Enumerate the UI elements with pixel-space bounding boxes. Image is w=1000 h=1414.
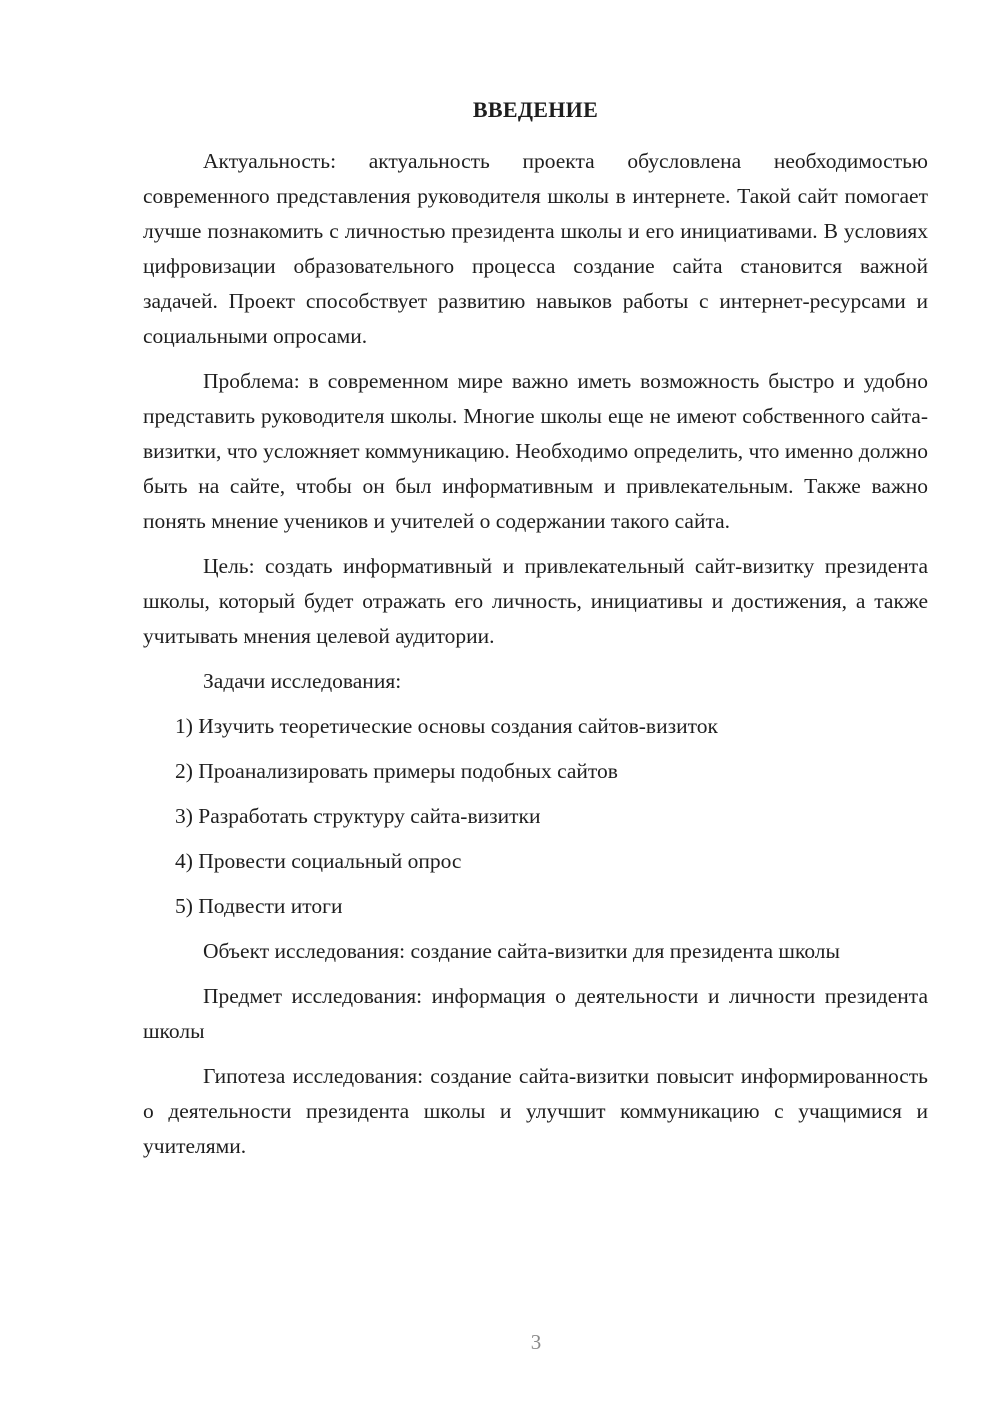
list-item: 3) Разработать структуру сайта-визитки: [175, 804, 541, 828]
paragraph-object: Объект исследования: создание сайта-визитки для президента школы: [203, 939, 840, 963]
list-item: 5) Подвести итоги: [175, 894, 343, 918]
section-title: ВВЕДЕНИЕ: [472, 97, 599, 122]
paragraph-goal: Цель: создать информативный и привлекательный сайт-визитку президента школы, который будет отражать его личность, инициативы и достижения, а также учитывать мнения целевой аудитории.: [143, 554, 928, 648]
list-item: 4) Провести социальный опрос: [175, 849, 462, 873]
task-list: [143, 709, 928, 924]
paragraph-subject: Предмет исследования: информация о деятельности и личности президента школы: [143, 984, 928, 1043]
list-item: 2) Проанализировать примеры подобных сайтов: [175, 759, 618, 783]
page-number: 3: [530, 1330, 542, 1354]
paragraph-problem: Проблема: в современном мире важно иметь возможность быстро и удобно представить руководителя школы. Многие школы еще не имеют собственного сайта-визитки, что усложняет коммуникацию. Необходимо определить, что именно должно быть на сайте, чтобы он был информативным и привлекательным. Также важно понять мнение учеников и учителей о содержании такого сайта.: [143, 369, 928, 533]
document-page: [143, 94, 928, 1174]
list-item: 1) Изучить теоретические основы создания сайтов-визиток: [175, 714, 718, 738]
paragraph-hypothesis: Гипотеза исследования: создание сайта-визитки повысит информированность о деятельности президента школы и улучшит коммуникацию с учащимися и учителями.: [143, 1064, 928, 1158]
paragraph-relevance: Актуальность: актуальность проекта обусловлена необходимостью современного представления руководителя школы в интернете. Такой сайт помогает лучше познакомить с личностью президента школы и его инициативами. В условиях цифровизации образовательного процесса создание сайта становится важной задачей. Проект способствует развитию навыков работы с интернет-ресурсами и социальными опросами.: [143, 149, 928, 348]
tasks-heading: Задачи исследования:: [203, 669, 402, 693]
